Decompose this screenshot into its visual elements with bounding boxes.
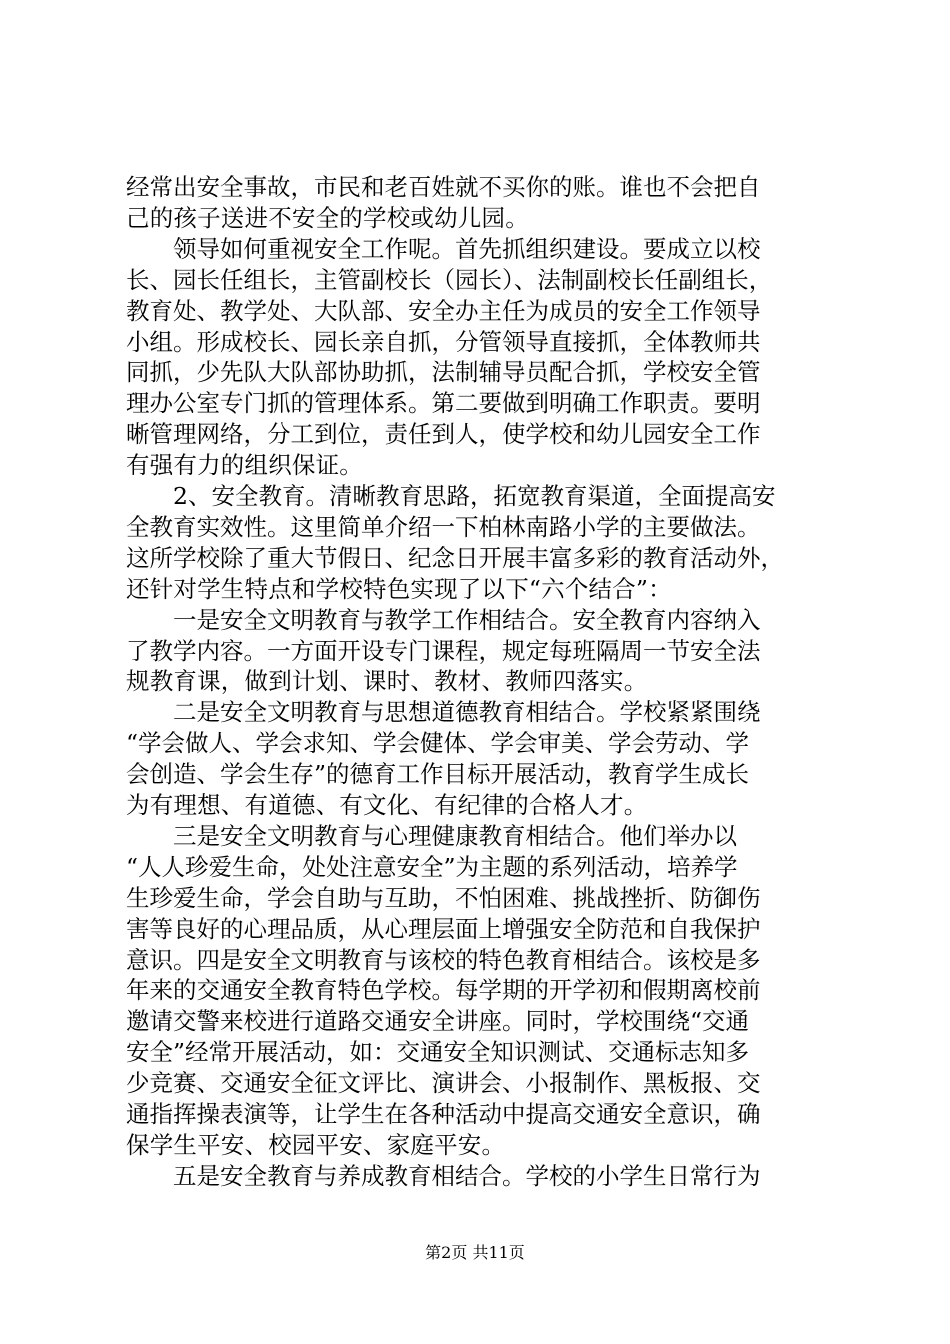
text-line: 了教学内容。一方面开设专门课程，规定每班隔周一节安全法 bbox=[126, 636, 761, 665]
text-line: “学会做人、学会求知、学会健体、学会审美、学会劳动、学 bbox=[126, 729, 750, 758]
text-line: 有强有力的组织保证。 bbox=[126, 451, 363, 480]
text-line: 同抓，少先队大队部协助抓，法制辅导员配合抓，学校安全管 bbox=[126, 358, 761, 387]
text-line: 理办公室专门抓的管理体系。第二要做到明确工作职责。要明 bbox=[126, 389, 761, 418]
text-line: 保学生平安、校园平安、家庭平安。 bbox=[126, 1130, 506, 1159]
text-line: 会创造、学会生存”的德育工作目标开展活动，教育学生成长 bbox=[126, 760, 750, 789]
text-line: 长、园长任组长，主管副校长（园长）、法制副校长任副组长， bbox=[126, 265, 773, 294]
text-line: 规教育课，做到计划、课时、教材、教师四落实。 bbox=[126, 667, 648, 696]
text-line: 害等良好的心理品质，从心理层面上增强安全防范和自我保护 bbox=[126, 914, 761, 943]
text-line: 2、安全教育。清晰教育思路，拓宽教育渠道，全面提高安 bbox=[126, 482, 776, 510]
text-line: 三是安全文明教育与心理健康教育相结合。他们举办以 bbox=[126, 821, 737, 850]
text-line: 五是安全教育与养成教育相结合。学校的小学生日常行为 bbox=[126, 1161, 761, 1190]
text-line: 领导如何重视安全工作呢。首先抓组织建设。要成立以校 bbox=[126, 234, 761, 263]
text-line: 邀请交警来校进行道路交通安全讲座。同时，学校围绕“交通 bbox=[126, 1007, 750, 1036]
text-line: 全教育实效性。这里简单介绍一下柏林南路小学的主要做法。 bbox=[126, 512, 761, 541]
text-line: 经常出安全事故，市民和老百姓就不买你的账。谁也不会把自 bbox=[126, 173, 761, 201]
text-line: 二是安全文明教育与思想道德教育相结合。学校紧紧围绕 bbox=[126, 698, 761, 727]
text-line: 这所学校除了重大节假日、纪念日开展丰富多彩的教育活动外， bbox=[126, 543, 784, 572]
page-footer: 第2页 共11页 bbox=[425, 1243, 525, 1262]
text-line: 生珍爱生命，学会自助与互助，不怕困难、挑战挫折、防御伤 bbox=[126, 883, 761, 912]
text-line: 少竞赛、交通安全征文评比、演讲会、小报制作、黑板报、交 bbox=[126, 1069, 761, 1098]
text-line: “人人珍爱生命，处处注意安全”为主题的系列活动，培养学 bbox=[126, 852, 738, 881]
text-line: 一是安全文明教育与教学工作相结合。安全教育内容纳入 bbox=[126, 605, 761, 634]
text-line: 小组。形成校长、园长亲自抓，分管领导直接抓，全体教师共 bbox=[126, 327, 761, 356]
text-line: 己的孩子送进不安全的学校或幼儿园。 bbox=[126, 203, 529, 232]
text-line: 安全”经常开展活动，如：交通安全知识测试、交通标志知多 bbox=[126, 1038, 750, 1067]
text-line: 年来的交通安全教育特色学校。每学期的开学初和假期离校前 bbox=[126, 976, 761, 1005]
text-line: 教育处、教学处、大队部、安全办主任为成员的安全工作领导 bbox=[126, 296, 761, 325]
text-line: 晰管理网络，分工到位，责任到人，使学校和幼儿园安全工作 bbox=[126, 420, 761, 449]
text-line: 通指挥操表演等，让学生在各种活动中提高交通安全意识，确 bbox=[126, 1100, 761, 1128]
text-line: 为有理想、有道德、有文化、有纪律的合格人才。 bbox=[126, 791, 648, 819]
text-line: 还针对学生特点和学校特色实现了以下“六个结合”： bbox=[126, 574, 672, 603]
text-line: 意识。四是安全文明教育与该校的特色教育相结合。该校是多 bbox=[126, 945, 761, 974]
